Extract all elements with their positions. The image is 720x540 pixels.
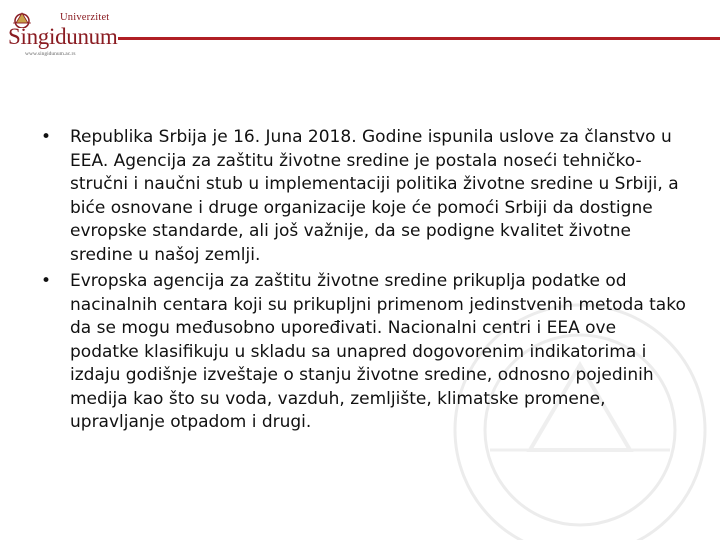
logo-univerzitet-text: Univerzitet	[60, 12, 110, 23]
header-divider	[118, 37, 720, 40]
bullet-icon: •	[41, 271, 52, 291]
bullet-text: Republika Srbija je 16. Juna 2018. Godine ispunila uslove za članstvo u EEA. Agencija za zaštitu životne sredine je postala noseći tehničko-stručni i naučni stub u implementaciji politika životne sredine u Srbiji, a biće osnovane i druge organizacije koje će pomoći Srbiji da dostigne evropske standarde, ali još važnije, da se podigne kvalitet životne sredine u našoj zemlji.	[70, 127, 679, 265]
slide-body	[30, 126, 690, 438]
bullet-item	[30, 126, 690, 267]
bullet-icon: •	[41, 127, 52, 147]
university-logo	[6, 8, 118, 60]
logo-name-text: Singidunum	[8, 24, 118, 49]
bullet-item	[30, 270, 690, 435]
bullet-text: Evropska agencija za zaštitu životne sredine prikuplja podatke od nacinalnih centara koji su prikupljni primenom jedinstvenih metoda tako da se mogu međusobno upoređivati. Nacionalni centri i EEA ove podatke klasifikuju u skladu sa unapred dogovorenim indikatorima i izdaju godišnje izveštaje o stanju životne sredine, odnosno pojedinih medija kao što su voda, vazduh, zemljište, klimatske promene, upravljanje otpadom i drugi.	[70, 271, 686, 432]
logo-url-text: www.singidunum.ac.rs	[25, 51, 76, 57]
